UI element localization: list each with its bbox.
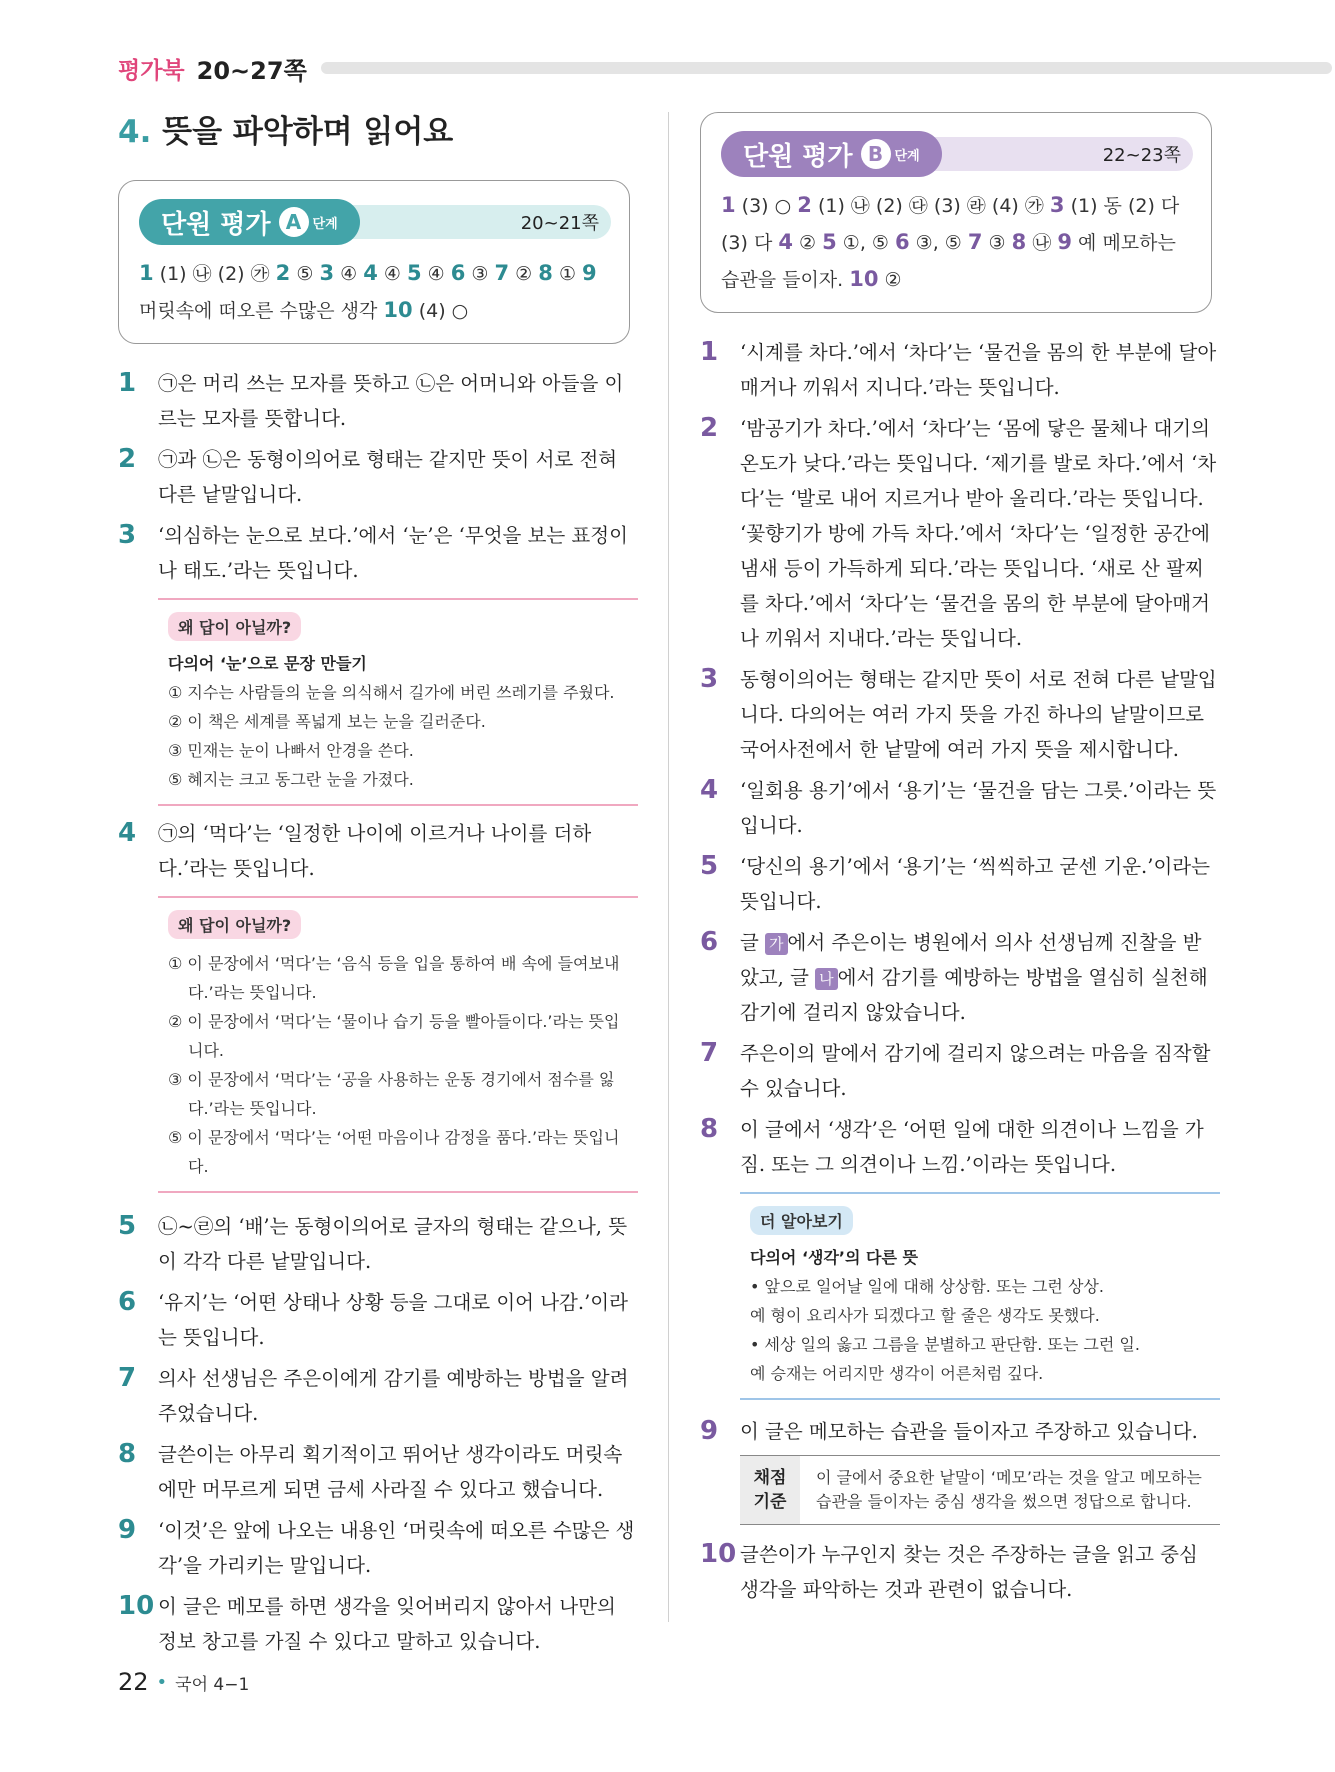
- scoring-criteria: [740, 1455, 1220, 1525]
- answer-list-b: [721, 187, 1195, 298]
- item-number: 2: [700, 413, 719, 443]
- note-line: 예 형이 요리사가 되겠다고 할 줄은 생각도 못했다.: [750, 1306, 1100, 1325]
- answer-number: 7: [967, 230, 983, 254]
- text-tag-na: 나: [815, 968, 838, 990]
- item-number: 10: [118, 1591, 155, 1621]
- answer-value: ⑤: [296, 263, 314, 285]
- page-number: 22: [118, 1668, 149, 1696]
- answer-value: ③, ⑤: [915, 232, 962, 254]
- right-item-10: [700, 1537, 1220, 1607]
- item-number: 3: [118, 520, 137, 550]
- pill-stage: 단계: [312, 216, 338, 232]
- item-text: ㉠은 머리 쓰는 모자를 뜻하고 ㉡은 어머니와 아들을 이르는 모자를 뜻합니다.: [158, 372, 624, 430]
- right-column: [700, 108, 1220, 1613]
- answer-value: (4) ○: [418, 300, 469, 322]
- item-text: ㉠의 ‘먹다’는 ‘일정한 나이에 이르거나 나이를 더하다.’라는 뜻입니다.: [158, 822, 592, 880]
- level-badge-b: B: [861, 139, 891, 169]
- text-tag-ga: 가: [765, 933, 788, 955]
- explanation-item: [118, 1437, 638, 1507]
- explanation-item: [118, 1361, 638, 1431]
- answer-number: 3: [1049, 193, 1065, 217]
- note-line: ③ 이 문장에서 ‘먹다’는 ‘공을 사용하는 운동 경기에서 점수를 잃다.’라는 뜻입니다.: [168, 1070, 615, 1118]
- item-text: ‘유지’는 ‘어떤 상태나 상황 등을 그대로 이어 나감.’이라는 뜻입니다.: [158, 1291, 628, 1349]
- answer-number: 2: [797, 193, 812, 217]
- right-items-1: [700, 335, 1220, 919]
- answer-value: ④: [340, 263, 358, 285]
- pill-unit: 단원: [743, 141, 794, 172]
- note-lines: [750, 1272, 1214, 1388]
- right-item-9: [700, 1414, 1220, 1449]
- note-line: ① 이 문장에서 ‘먹다’는 ‘음식 등을 입을 통하여 배 속에 들여보내다.’라는 뜻입니다.: [168, 954, 620, 1002]
- answer-number: 2: [275, 261, 291, 285]
- item-number: 4: [118, 818, 137, 848]
- page-footer: [118, 1668, 249, 1696]
- answer-number: 1: [721, 193, 736, 217]
- note-line: ⑤ 이 문장에서 ‘먹다’는 ‘어떤 마음이나 감정을 품다.’라는 뜻입니다.: [168, 1128, 620, 1176]
- answer-value: ②: [515, 263, 533, 285]
- item-text: ‘밤공기가 차다.’에서 ‘차다’는 ‘몸에 닿은 물체나 대기의 온도가 낮다.’라는 뜻입니다. ‘제기를 발로 차다.’에서 ‘차다’는 ‘발로 내어 지르거나 받아 올리다.’라는 뜻입니다. ‘꽃향기가 방에 가득 차다.’에서 ‘차다’는 ‘일정한 공간에 냄새 등이 가득하게 되다.’라는 뜻입니다. ‘새로 산 팔찌를 차다.’에서 ‘차다’는 ‘물건을 몸의 한 부분에 달아매거나 끼워서 지내다.’라는 뜻입니다.: [740, 417, 1217, 650]
- note-line: • 앞으로 일어날 일에 대해 상상함. 또는 그런 상상.: [750, 1277, 1104, 1296]
- item-number: 1: [118, 368, 137, 398]
- answer-value: (3) ○: [741, 195, 792, 217]
- unit-eval-pill-a: [139, 199, 360, 245]
- answer-value: ②: [884, 269, 902, 291]
- criteria-label: 채점 기준: [740, 1456, 800, 1524]
- answer-number: 9: [582, 261, 597, 285]
- left-column: [118, 108, 638, 1665]
- item-text-part: 에서 감기를 예방하는 방법을 열심히 실천해 감기에 걸리지 않았습니다.: [740, 966, 1208, 1024]
- item-text: ‘이것’은 앞에 나오는 내용인 ‘머릿속에 떠오른 수많은 생각’을 가리키는 말입니다.: [158, 1519, 635, 1577]
- answer-number: 6: [450, 261, 466, 285]
- item-text: 동형이의어는 형태는 같지만 뜻이 서로 전혀 다른 낱말입니다. 다의어는 여러 가지 뜻을 가진 하나의 낱말이므로 국어사전에서 한 낱말에 여러 가지 뜻을 제시합니다.: [740, 668, 1217, 761]
- book-title: 국어 4−1: [175, 1674, 250, 1695]
- note-line: • 세상 일의 옳고 그름을 분별하고 판단함. 또는 그런 일.: [750, 1335, 1140, 1354]
- pill-stage: 단계: [894, 148, 920, 164]
- item-text: 이 글에서 ‘생각’은 ‘어떤 일에 대한 의견이나 느낌을 가짐. 또는 그 의견이나 느낌.’이라는 뜻입니다.: [740, 1118, 1204, 1176]
- explanation-item: [700, 1112, 1220, 1182]
- item-text: ‘의심하는 눈으로 보다.’에서 ‘눈’은 ‘무엇을 보는 표정이나 태도.’라는 뜻입니다.: [158, 524, 628, 582]
- item-number: 5: [700, 851, 719, 881]
- explanation-item: [700, 849, 1220, 919]
- item-number: 7: [118, 1363, 137, 1393]
- right-item-6: [700, 925, 1220, 1030]
- item-text: ‘시계를 차다.’에서 ‘차다’는 ‘물건을 몸의 한 부분에 달아매거나 끼워서 지니다.’라는 뜻입니다.: [740, 341, 1217, 399]
- note-tag: 왜 답이 아닐까?: [168, 612, 301, 641]
- item-text: ㉠과 ㉡은 동형이의어로 형태는 같지만 뜻이 서로 전혀 다른 낱말입니다.: [158, 448, 618, 506]
- note-tag: 왜 답이 아닐까?: [168, 910, 301, 939]
- item-text: [740, 925, 1220, 1030]
- explanation-item: [118, 442, 638, 512]
- explanation-item: [700, 335, 1220, 405]
- learn-more-note: [740, 1192, 1220, 1400]
- note-lines: [168, 678, 632, 794]
- explanation-item: [118, 518, 638, 588]
- item-number: 6: [118, 1287, 137, 1317]
- item-number: 4: [700, 775, 719, 805]
- criteria-text: 이 글에서 중요한 낱말이 ‘메모’라는 것을 알고 메모하는 습관을 들이자는 중심 생각을 썼으면 정답으로 합니다.: [816, 1468, 1202, 1511]
- item-number: 5: [118, 1211, 137, 1241]
- note-line: 예 승재는 어리지만 생각이 어른처럼 깊다.: [750, 1364, 1044, 1383]
- item-text-part: 글: [740, 931, 766, 954]
- explanation-item: [118, 1209, 638, 1279]
- item-number: 2: [118, 444, 137, 474]
- answer-list-a: [139, 255, 613, 329]
- header-pages: 20~27쪽: [196, 56, 307, 85]
- explanation-item: [118, 1513, 638, 1583]
- left-items-2: [118, 1209, 638, 1659]
- left-item-4: [118, 816, 638, 886]
- note-tag: 더 알아보기: [750, 1206, 853, 1235]
- section-title-text: 뜻을 파악하며 읽어요: [162, 114, 454, 150]
- column-divider: [668, 112, 669, 1622]
- explanation-item: [700, 662, 1220, 767]
- answer-value: ①: [558, 263, 576, 285]
- item-number: 9: [118, 1515, 137, 1545]
- answer-box-b: [700, 112, 1212, 313]
- answer-number: 3: [319, 261, 335, 285]
- answer-box-a: [118, 180, 630, 344]
- section-title: [118, 108, 638, 156]
- answer-number: 9: [1057, 230, 1072, 254]
- item-text: 글쓴이가 누구인지 찾는 것은 주장하는 글을 읽고 중심 생각을 파악하는 것과 관련이 없습니다.: [740, 1543, 1198, 1601]
- note-line: ③ 민재는 눈이 나빠서 안경을 쓴다.: [168, 741, 414, 760]
- answer-number: 5: [822, 230, 837, 254]
- answer-value: (1) ㉯ (2) ㉮: [159, 263, 270, 285]
- answer-number: 5: [406, 261, 422, 285]
- explanation-item: [700, 773, 1220, 843]
- item-text: 이 글은 메모를 하면 생각을 잊어버리지 않아서 나만의 정보 창고를 가질 수 있다고 말하고 있습니다.: [158, 1595, 616, 1653]
- note-line: ⑤ 혜지는 크고 동그란 눈을 가졌다.: [168, 770, 414, 789]
- item-text: ‘당신의 용기’에서 ‘용기’는 ‘씩씩하고 굳센 기운.’이라는 뜻입니다.: [740, 855, 1210, 913]
- note-title: 다의어 ‘눈’으로 문장 만들기: [168, 654, 367, 673]
- explanation-item: [118, 1589, 638, 1659]
- explanation-item: [700, 1036, 1220, 1106]
- why-not-note-1: [158, 598, 638, 806]
- answer-number: 8: [1011, 230, 1027, 254]
- item-number: 10: [700, 1539, 737, 1569]
- answer-number: 1: [139, 261, 154, 285]
- answer-value: ㉯: [1032, 232, 1052, 254]
- pill-pages-a: 20~21쪽: [520, 213, 599, 234]
- item-number: 3: [700, 664, 719, 694]
- answer-value: ②: [799, 232, 817, 254]
- note-lines: [168, 949, 632, 1181]
- right-items-2: [700, 1036, 1220, 1182]
- item-text: 이 글은 메모하는 습관을 들이자고 주장하고 있습니다.: [740, 1420, 1198, 1443]
- note-line: ① 지수는 사람들의 눈을 의식해서 길가에 버린 쓰레기를 주웠다.: [168, 683, 615, 702]
- answer-box-b-header: [721, 131, 1195, 177]
- answer-value: ③: [988, 232, 1006, 254]
- page-header: [118, 48, 1335, 88]
- answer-value: ③: [471, 263, 489, 285]
- answer-number: 10: [849, 267, 879, 291]
- explanation-item: [700, 411, 1220, 656]
- left-items-1: [118, 366, 638, 588]
- item-text: 글쓴이는 아무리 획기적이고 뛰어난 생각이라도 머릿속에만 머무르게 되면 금세 사라질 수 있다고 했습니다.: [158, 1443, 623, 1501]
- answer-number: 10: [383, 298, 413, 322]
- answer-value: ④: [383, 263, 401, 285]
- item-text: ㉡~㉣의 ‘배’는 동형이의어로 글자의 형태는 같으나, 뜻이 각각 다른 낱말입니다.: [158, 1215, 628, 1273]
- item-number: 6: [700, 927, 719, 957]
- item-number: 1: [700, 337, 719, 367]
- answer-value: 예 메모하는 습관을 들이자.: [721, 232, 1176, 291]
- answer-value: 머릿속에 떠오른 수많은 생각: [139, 300, 378, 322]
- item-text: ‘일회용 용기’에서 ‘용기’는 ‘물건을 담는 그릇.’이라는 뜻입니다.: [740, 779, 1217, 837]
- item-text: 의사 선생님은 주은이에게 감기를 예방하는 방법을 알려 주었습니다.: [158, 1367, 629, 1425]
- note-title: 다의어 ‘생각’의 다른 뜻: [750, 1248, 918, 1267]
- answer-number: 6: [895, 230, 910, 254]
- note-line: ② 이 책은 세계를 폭넓게 보는 눈을 길러준다.: [168, 712, 486, 731]
- header-bar: [321, 62, 1332, 74]
- pill-eval: 평가: [220, 209, 271, 240]
- pill-unit: 단원: [161, 209, 212, 240]
- answer-value: (1) ㉯ (2) ㉰ (3) ㉱ (4) ㉮: [817, 195, 1044, 217]
- answer-value: ①, ⑤: [842, 232, 889, 254]
- item-number: 7: [700, 1038, 719, 1068]
- note-line: ② 이 문장에서 ‘먹다’는 ‘물이나 습기 등을 빨아들이다.’라는 뜻입니다.: [168, 1012, 620, 1060]
- item-number: 9: [700, 1416, 719, 1446]
- item-text-part: 에서 주은이는 병원에서 의사 선생님께 진찰을 받았고, 글: [740, 931, 1202, 989]
- answer-value: ④: [427, 263, 445, 285]
- explanation-item: [118, 366, 638, 436]
- item-text: 주은이의 말에서 감기에 걸리지 않으려는 마음을 짐작할 수 있습니다.: [740, 1042, 1211, 1100]
- why-not-note-2: [158, 896, 638, 1193]
- answer-number: 4: [363, 261, 378, 285]
- explanation-item: [118, 1285, 638, 1355]
- answer-number: 4: [778, 230, 793, 254]
- answer-value: (1) 동 (2) 다 (3) 다: [721, 195, 1180, 254]
- header-brand: 평가북: [118, 57, 185, 84]
- answer-box-a-header: [139, 199, 613, 245]
- pill-pages-b: 22~23쪽: [1102, 145, 1181, 166]
- section-number: 4.: [118, 114, 152, 150]
- footer-dot-icon: •: [156, 1671, 168, 1693]
- answer-number: 8: [538, 261, 553, 285]
- answer-number: 7: [494, 261, 510, 285]
- level-badge-a: A: [279, 207, 309, 237]
- item-number: 8: [700, 1114, 719, 1144]
- unit-eval-pill-b: [721, 131, 942, 177]
- pill-eval: 평가: [802, 141, 853, 172]
- item-number: 8: [118, 1439, 137, 1469]
